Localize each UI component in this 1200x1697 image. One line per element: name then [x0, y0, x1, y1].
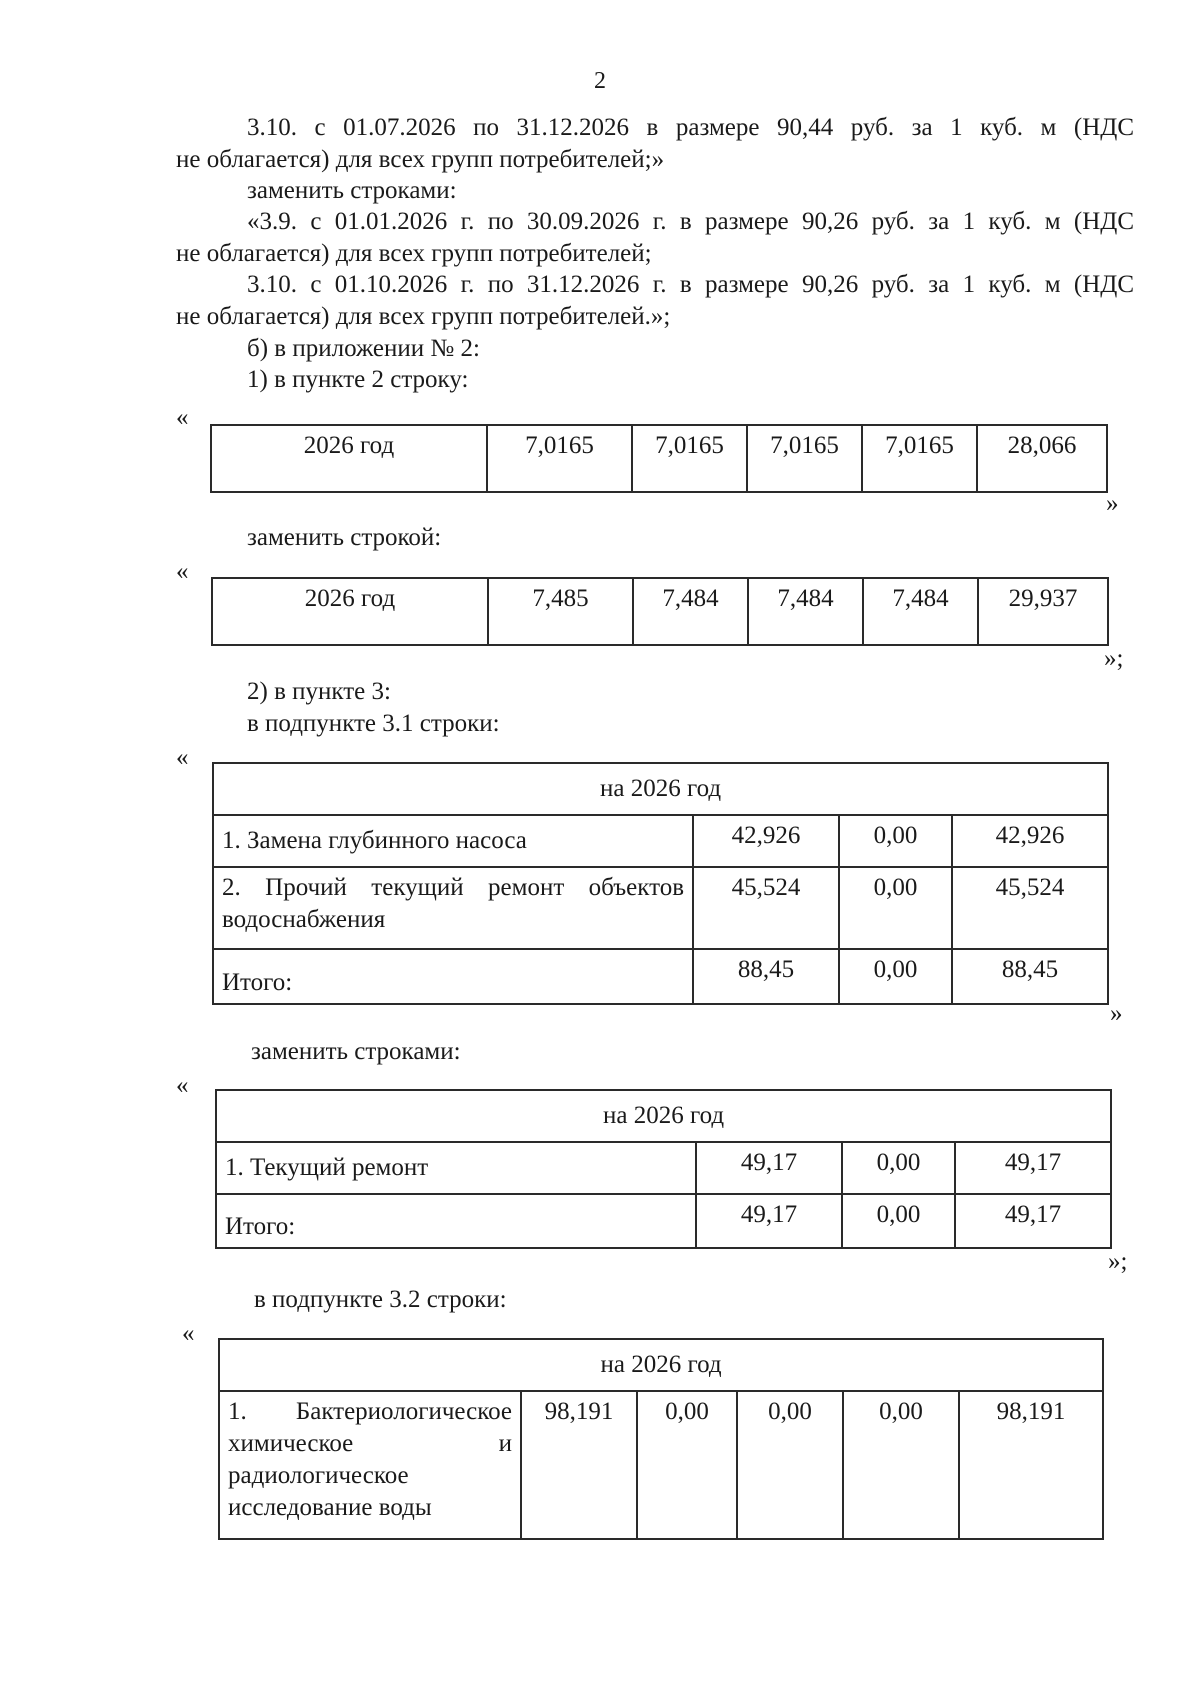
replace-row-text: заменить строкой: [247, 524, 442, 551]
table4-total-v1: 49,17 [696, 1194, 842, 1248]
table-2 [211, 577, 1109, 646]
open-quote: « [182, 1320, 195, 1347]
table3-row2-name [213, 867, 693, 949]
table3-row2-name-line1: 2. Прочий текущий ремонт объектов [222, 874, 684, 901]
table3-row1-name: 1. Замена глубинного насоса [213, 815, 693, 867]
table4-total-v3: 49,17 [955, 1194, 1111, 1248]
para2-line2: не облагается) для всех групп потребителей; [176, 240, 652, 267]
table5-row1-v4: 0,00 [843, 1391, 959, 1539]
open-quote: « [176, 744, 189, 771]
para3-line1: 3.10. с 01.10.2026 г. по 31.12.2026 г. в размере 90,26 руб. за 1 куб. м (НДС [247, 271, 1134, 298]
table3-total-label: Итого: [213, 949, 693, 1004]
table-3 [212, 762, 1109, 1005]
table3-row1-v2: 0,00 [839, 815, 952, 867]
open-quote: « [176, 1072, 189, 1099]
page-number: 2 [594, 68, 606, 94]
table1-cell: 28,066 [977, 425, 1107, 492]
table-5 [218, 1338, 1104, 1540]
table3-row2-v3: 45,524 [952, 867, 1108, 949]
close-quote-semicolon: »; [1104, 645, 1124, 672]
table5-row1-v3: 0,00 [737, 1391, 843, 1539]
table5-row1-v2: 0,00 [637, 1391, 737, 1539]
table4-row1-name: 1. Текущий ремонт [216, 1142, 696, 1194]
table4-row1-v1: 49,17 [696, 1142, 842, 1194]
item2-text: 2) в пункте 3: [247, 678, 391, 705]
sub32-text: в подпункте 3.2 строки: [254, 1286, 507, 1313]
table4-header: на 2026 год [216, 1090, 1111, 1142]
para1-line1: 3.10. с 01.07.2026 по 31.12.2026 в размере 90,44 руб. за 1 куб. м (НДС [247, 114, 1134, 141]
table3-row2-v2: 0,00 [839, 867, 952, 949]
table5-header: на 2026 год [219, 1339, 1103, 1391]
table3-total-v1: 88,45 [693, 949, 839, 1004]
table1-cell: 7,0165 [862, 425, 977, 492]
table3-row2-v1: 45,524 [693, 867, 839, 949]
table5-row1-name-line4: исследование воды [228, 1494, 432, 1521]
table1-cell-year: 2026 год [211, 425, 487, 492]
table3-total-v2: 0,00 [839, 949, 952, 1004]
table2-cell: 7,484 [863, 578, 978, 645]
table3-row1-v3: 42,926 [952, 815, 1108, 867]
para1-line2: не облагается) для всех групп потребителей;» [176, 146, 665, 173]
table3-row1-v1: 42,926 [693, 815, 839, 867]
table5-row1-v5: 98,191 [959, 1391, 1103, 1539]
table2-cell: 7,485 [488, 578, 633, 645]
table4-row1-v3: 49,17 [955, 1142, 1111, 1194]
open-quote: « [176, 404, 189, 431]
table2-cell-year: 2026 год [212, 578, 488, 645]
table5-row1-name-line1: 1. Бактериологическое [228, 1398, 512, 1425]
sub-b-text: б) в приложении № 2: [247, 335, 480, 362]
table4-total-v2: 0,00 [842, 1194, 955, 1248]
table3-header: на 2026 год [213, 763, 1108, 815]
open-quote: « [176, 558, 189, 585]
sub31-text: в подпункте 3.1 строки: [247, 710, 500, 737]
table5-row1-name-line2: химическое и [228, 1430, 512, 1457]
table1-cell: 7,0165 [632, 425, 747, 492]
table4-row1-v2: 0,00 [842, 1142, 955, 1194]
table5-row1-name-line3: радиологическое [228, 1462, 409, 1489]
table2-cell: 7,484 [748, 578, 863, 645]
close-quote: » [1106, 490, 1119, 517]
close-quote-semicolon: »; [1108, 1248, 1128, 1275]
item1-text: 1) в пункте 2 строку: [247, 366, 469, 393]
table4-total-label: Итого: [216, 1194, 696, 1248]
table-4 [215, 1089, 1112, 1249]
table3-total-v3: 88,45 [952, 949, 1108, 1004]
table5-row1-name [219, 1391, 521, 1539]
para2-line1: «3.9. с 01.01.2026 г. по 30.09.2026 г. в размере 90,26 руб. за 1 куб. м (НДС [247, 208, 1134, 235]
table2-cell: 7,484 [633, 578, 748, 645]
table2-cell: 29,937 [978, 578, 1108, 645]
table5-row1-v1: 98,191 [521, 1391, 637, 1539]
replace-rows-text-2: заменить строками: [251, 1038, 461, 1065]
table-1 [210, 424, 1108, 493]
table1-cell: 7,0165 [487, 425, 632, 492]
table3-row2-name-line2: водоснабжения [222, 906, 386, 933]
para3-line2: не облагается) для всех групп потребителей.»; [176, 303, 671, 330]
close-quote: » [1110, 1000, 1123, 1027]
table1-cell: 7,0165 [747, 425, 862, 492]
replace-rows-text-1: заменить строками: [247, 177, 457, 204]
